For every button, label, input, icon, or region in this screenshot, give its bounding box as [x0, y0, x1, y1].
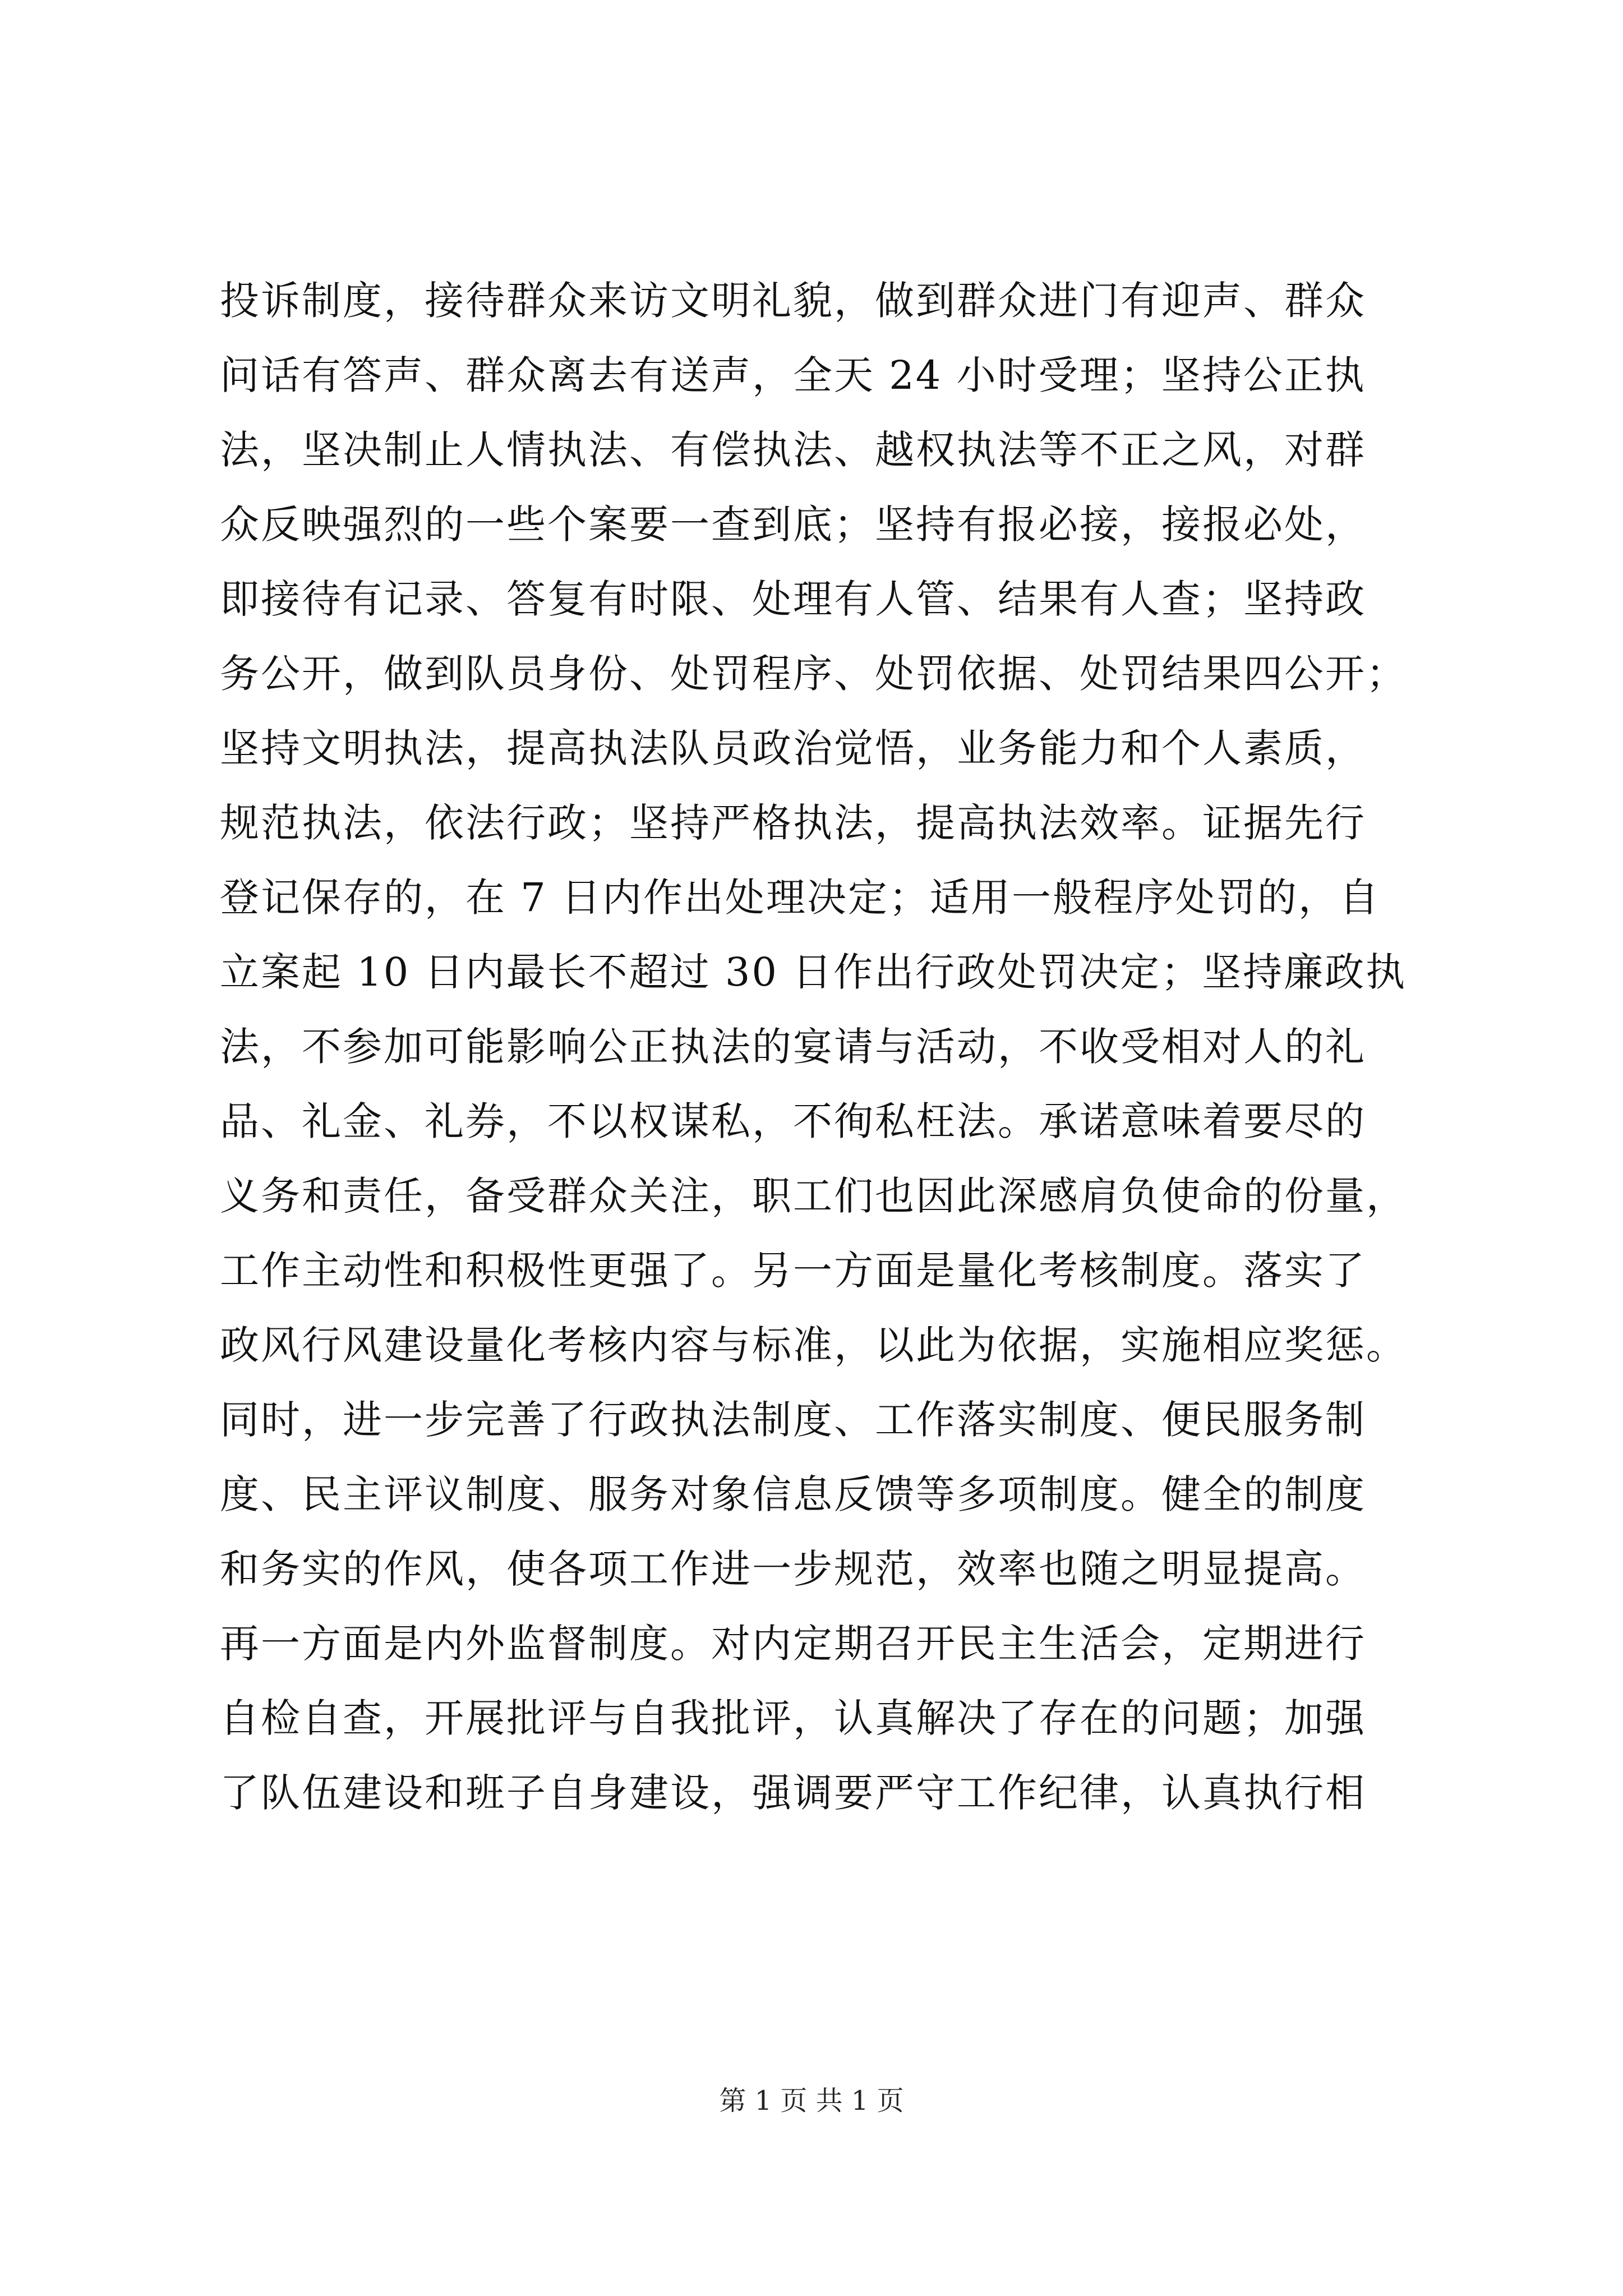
- text-line: 规范执法，依法行政；坚持严格执法，提高执法效率。证据先行: [220, 800, 1366, 846]
- text-line: 法，坚决制止人情执法、有偿执法、越权执法等不正之风，对群: [220, 427, 1366, 473]
- text-line: 众反映强烈的一些个案要一查到底；坚持有报必接，接报必处，: [220, 501, 1366, 547]
- text-line: 再一方面是内外监督制度。对内定期召开民主生活会，定期进行: [220, 1621, 1366, 1667]
- text-line: 立案起 10 日内最长不超过 30 日作出行政处罚决定；坚持廉政执: [220, 949, 1407, 995]
- text-line: 工作主动性和积极性更强了。另一方面是量化考核制度。落实了: [220, 1248, 1366, 1294]
- text-line: 自检自查，开展批评与自我批评，认真解决了存在的问题；加强: [220, 1695, 1366, 1741]
- text-line: 问话有答声、群众离去有送声，全天 24 小时受理；坚持公正执: [220, 352, 1366, 398]
- text-line: 品、礼金、礼券，不以权谋私，不徇私枉法。承诺意味着要尽的: [220, 1098, 1366, 1144]
- page-footer: 第 1 页 共 1 页: [719, 2085, 904, 2116]
- text-line: 务公开，做到队员身份、处罚程序、处罚依据、处罚结果四公开；: [220, 651, 1407, 697]
- text-line: 投诉制度，接待群众来访文明礼貌，做到群众进门有迎声、群众: [220, 278, 1366, 324]
- text-line: 坚持文明执法，提高执法队员政治觉悟，业务能力和个人素质，: [220, 725, 1366, 771]
- text-line: 和务实的作风，使各项工作进一步规范，效率也随之明显提高。: [220, 1546, 1366, 1592]
- text-line: 政风行风建设量化考核内容与标准，以此为依据，实施相应奖惩。: [220, 1322, 1407, 1368]
- text-line: 义务和责任，备受群众关注，职工们也因此深感肩负使命的份量，: [220, 1173, 1407, 1219]
- text-line: 法，不参加可能影响公正执法的宴请与活动，不收受相对人的礼: [220, 1024, 1366, 1070]
- text-line: 登记保存的，在 7 日内作出处理决定；适用一般程序处罚的，自: [220, 875, 1381, 921]
- text-line: 度、民主评议制度、服务对象信息反馈等多项制度。健全的制度: [220, 1471, 1366, 1517]
- text-line: 即接待有记录、答复有时限、处理有人管、结果有人查；坚持政: [220, 576, 1366, 622]
- body-text: [220, 264, 1420, 1830]
- text-line: 同时，进一步完善了行政执法制度、工作落实制度、便民服务制: [220, 1397, 1366, 1443]
- text-line: 了队伍建设和班子自身建设，强调要严守工作纪律，认真执行相: [220, 1770, 1366, 1816]
